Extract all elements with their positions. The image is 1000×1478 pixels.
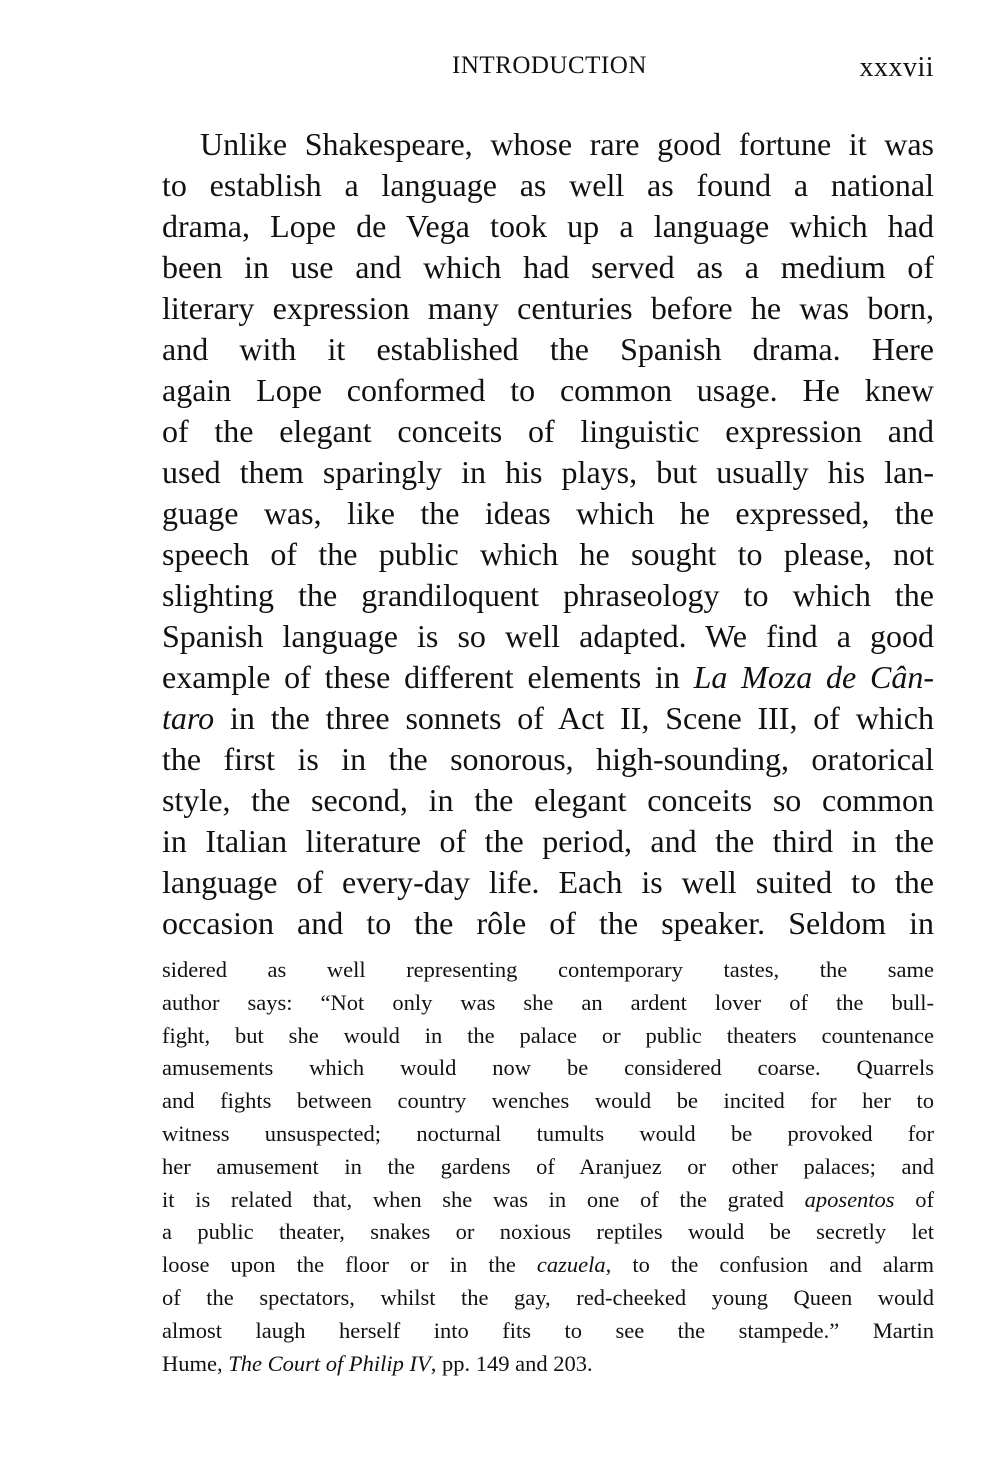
main-line: again Lope conformed to common usage. He knew [162, 372, 934, 408]
main-line: Unlike Shakespeare, whose rare good fortune it was [200, 126, 934, 162]
main-line [162, 698, 934, 739]
footnote-line [162, 1184, 934, 1217]
main-paragraph [162, 124, 934, 944]
page-number: xxxvii [859, 52, 934, 83]
footnote-line: and fights between country wenches would be incited for her to [162, 1088, 934, 1114]
running-title: INTRODUCTION [452, 52, 647, 79]
main-line: literary expression many centuries before he was born, [162, 290, 934, 326]
footnote-line-text: , pp. 149 and 203. [430, 1350, 593, 1376]
main-line: drama, Lope de Vega took up a language which had [162, 208, 934, 244]
footnote-line: of the spectators, whilst the gay, red-cheeked young Queen would [162, 1284, 934, 1310]
footnote-line-text: , to the confusion and alarm [605, 1252, 934, 1278]
footnote-line-italic: The Court of Philip IV [228, 1350, 431, 1376]
main-line-italic: taro [162, 700, 215, 736]
main-line: guage was, like the ideas which he expressed, the [162, 495, 934, 531]
footnote-line: a public theater, snakes or noxious reptiles would be secretly let [162, 1219, 934, 1245]
main-line: style, the second, in the elegant conceits so common [162, 782, 934, 818]
main-line: of the elegant conceits of linguistic expression and [162, 413, 934, 449]
main-line-italic: La Moza de Cân- [693, 659, 934, 695]
footnote-line: amusements which would now be considered coarse. Quarrels [162, 1055, 934, 1081]
main-line: Spanish language is so well adapted. We find a good [162, 618, 934, 654]
main-line: in Italian literature of the period, and the third in the [162, 823, 934, 859]
footnote-line-italic: aposentos [804, 1186, 895, 1212]
footnote-line [162, 1348, 934, 1381]
main-line: slighting the grandiloquent phraseology to which the [162, 577, 934, 613]
footnote-line-text: loose upon the floor or in the [162, 1252, 537, 1278]
footnote-line: her amusement in the gardens of Aranjuez or other palaces; and [162, 1153, 934, 1179]
footnote-line: sidered as well representing contemporary tastes, the same [162, 957, 934, 982]
main-line-text: in the three sonnets of Act II, Scene III, of which [214, 700, 934, 736]
footnote-line: author says: “Not only was she an ardent lover of the bull- [162, 989, 934, 1015]
footnote-line-text: Hume, [162, 1350, 229, 1376]
footnote-line-text: it is related that, when she was in one of the grated [162, 1186, 805, 1212]
footnote-line: witness unsuspected; nocturnal tumults would be provoked for [162, 1120, 934, 1146]
footnote-line: fight, but she would in the palace or public theaters countenance [162, 1022, 934, 1048]
footnote [162, 954, 934, 1380]
footnote-line: almost laugh herself into fits to see the stampede.” Martin [162, 1317, 934, 1343]
main-line-text: example of these different elements in [162, 659, 694, 695]
main-line [162, 657, 934, 698]
main-line: occasion and to the rôle of the speaker. Seldom in [162, 905, 934, 941]
main-line: and with it established the Spanish drama. Here [162, 331, 934, 367]
main-line: the first is in the sonorous, high-sounding, oratorical [162, 741, 934, 777]
main-line: used them sparingly in his plays, but usually his lan- [162, 454, 934, 490]
main-line: language of every-day life. Each is well suited to the [162, 864, 934, 900]
running-head [162, 52, 934, 92]
main-line: been in use and which had served as a medium of [162, 249, 934, 285]
main-line: to establish a language as well as found a national [162, 167, 934, 203]
footnote-line [162, 1249, 934, 1282]
footnote-line-text: of [894, 1186, 934, 1212]
main-line: speech of the public which he sought to please, not [162, 536, 934, 572]
footnote-line-italic: cazuela [536, 1252, 606, 1278]
